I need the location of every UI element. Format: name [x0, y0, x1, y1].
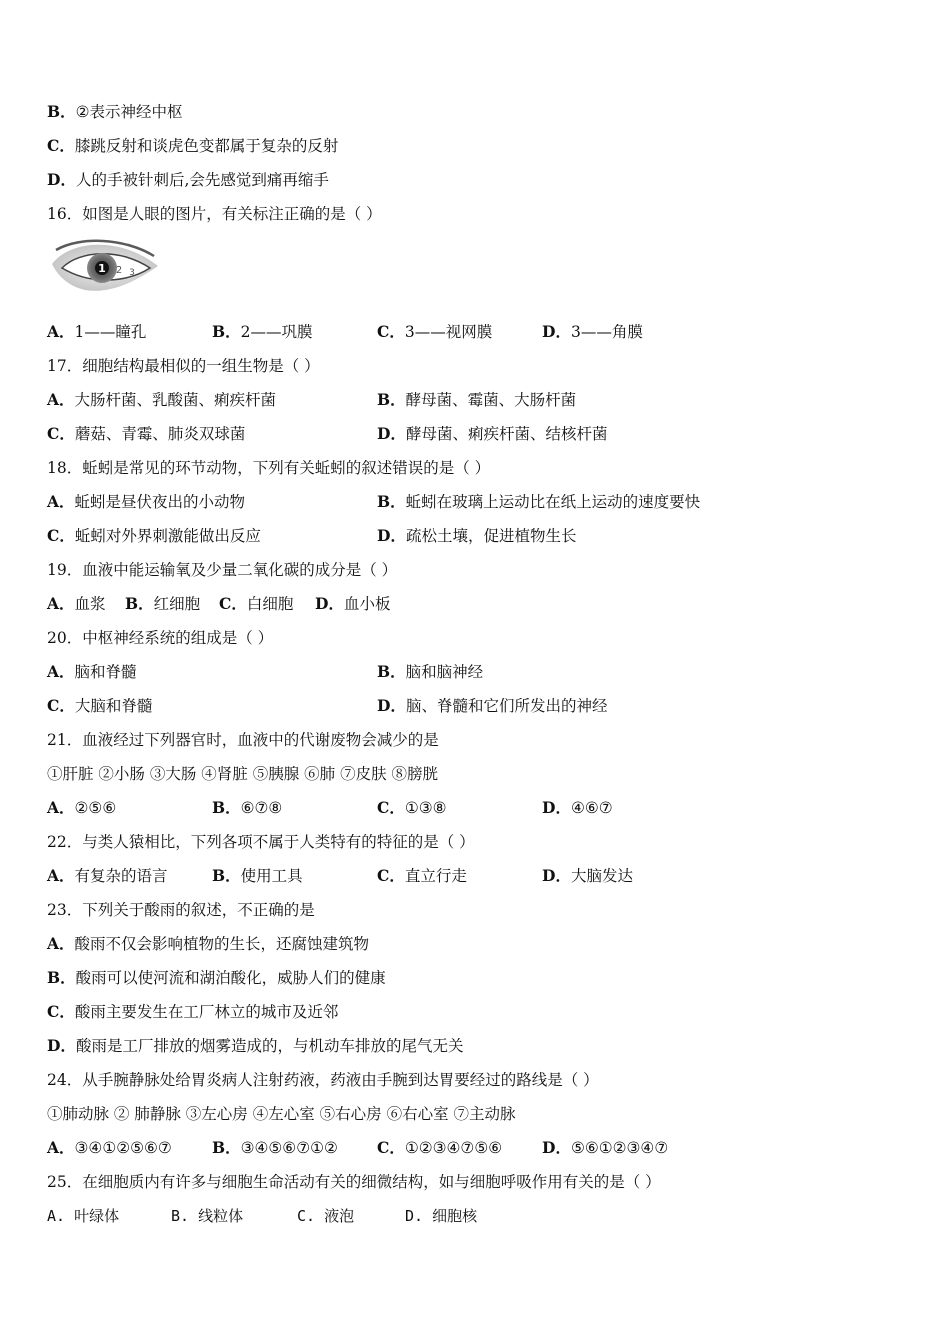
option-text: 人的手被针刺后,会先感觉到痛再缩手 — [75, 171, 329, 189]
option-c: C．大脑和脊髓 — [47, 696, 153, 715]
option-c: C. 液泡 — [297, 1207, 355, 1225]
q18-options-row2 — [47, 524, 907, 548]
q20-options-row2 — [47, 694, 907, 718]
q22-stem: 22．与类人猿相比，下列各项不属于人类特有的特征的是（ ） — [47, 833, 475, 851]
q21-options — [47, 796, 907, 820]
q25-options — [47, 1204, 907, 1228]
q15-option-b — [47, 100, 183, 124]
option-c: C．白细胞 — [219, 594, 294, 613]
option-c: C．蚯蚓对外界刺激能做出反应 — [47, 526, 261, 545]
option-b: B．脑和脑神经 — [377, 662, 484, 681]
option-d: D. 细胞核 — [405, 1207, 478, 1225]
q20-options-row1 — [47, 660, 907, 684]
option-d: D．④⑥⑦ — [542, 798, 613, 817]
q19-options — [47, 592, 907, 616]
option-c: C．3——视网膜 — [377, 322, 493, 341]
option-a: A．1——瞳孔 — [47, 322, 147, 341]
option-d: D．血小板 — [315, 594, 391, 613]
option-d: D．酵母菌、痢疾杆菌、结核杆菌 — [377, 424, 608, 443]
option-label: C． — [47, 136, 75, 155]
option-a: A. 叶绿体 — [47, 1207, 120, 1225]
q18-stem: 18．蚯蚓是常见的环节动物，下列有关蚯蚓的叙述错误的是（ ） — [47, 459, 491, 477]
option-b: B．③④⑤⑥⑦①② — [212, 1138, 338, 1157]
option-b: B．蚯蚓在玻璃上运动比在纸上运动的速度要快 — [377, 492, 701, 511]
option-label: B． — [47, 102, 76, 121]
option-a: A．蚯蚓是昼伏夜出的小动物 — [47, 492, 246, 511]
q25-stem: 25．在细胞质内有许多与细胞生命活动有关的细微结构，如与细胞呼吸作用有关的是（ ） — [47, 1173, 661, 1191]
q19-stem: 19．血液中能运输氧及少量二氧化碳的成分是（ ） — [47, 561, 398, 579]
option-d: D．大脑发达 — [542, 866, 633, 885]
q23-stem: 23．下列关于酸雨的叙述，不正确的是 — [47, 901, 315, 919]
option-a: A．血浆 — [47, 594, 106, 613]
option-c: C．①③⑧ — [377, 798, 447, 817]
option-c: C．蘑菇、青霉、肺炎双球菌 — [47, 424, 246, 443]
option-d: D．⑤⑥①②③④⑦ — [542, 1138, 669, 1157]
option-text: 膝跳反射和谈虎色变都属于复杂的反射 — [74, 137, 339, 155]
option-c: C．①②③④⑦⑤⑥ — [377, 1138, 503, 1157]
q23-option-a: A．酸雨不仅会影响植物的生长，还腐蚀建筑物 — [47, 934, 370, 953]
option-a: A．大肠杆菌、乳酸菌、痢疾杆菌 — [47, 390, 277, 409]
eye-label-1: 1 — [98, 262, 106, 275]
eye-label-2: 2 — [115, 265, 123, 276]
q17-options-row2 — [47, 422, 907, 446]
eye-figure — [50, 238, 160, 302]
option-b: B．红细胞 — [125, 594, 201, 613]
q16-stem: 16．如图是人眼的图片，有关标注正确的是（ ） — [47, 205, 382, 223]
option-d: D．脑、脊髓和它们所发出的神经 — [377, 696, 608, 715]
option-a: A．②⑤⑥ — [47, 798, 117, 817]
q21-list: ①肝脏 ②小肠 ③大肠 ④肾脏 ⑤胰腺 ⑥肺 ⑦皮肤 ⑧膀胱 — [47, 765, 438, 783]
option-label: D． — [47, 170, 76, 189]
eye-label-3: 3 — [129, 268, 135, 278]
q17-options-row1 — [47, 388, 907, 412]
q20-stem: 20．中枢神经系统的组成是（ ） — [47, 629, 274, 647]
option-a: A．脑和脊髓 — [47, 662, 137, 681]
q23-option-b: B．酸雨可以使河流和湖泊酸化，威胁人们的健康 — [47, 968, 386, 987]
q15-option-d — [47, 168, 329, 192]
q24-list: ①肺动脉 ② 肺静脉 ③左心房 ④左心室 ⑤右心房 ⑥右心室 ⑦主动脉 — [47, 1105, 516, 1123]
q18-options-row1 — [47, 490, 907, 514]
q17-stem: 17．细胞结构最相似的一组生物是（ ） — [47, 357, 320, 375]
q15-option-c — [47, 134, 338, 158]
q24-options — [47, 1136, 907, 1160]
q23-option-d: D．酸雨是工厂排放的烟雾造成的，与机动车排放的尾气无关 — [47, 1036, 464, 1055]
q22-options — [47, 864, 907, 888]
q16-options — [47, 320, 907, 344]
option-b: B．酵母菌、霉菌、大肠杆菌 — [377, 390, 577, 409]
q24-stem: 24．从手腕静脉处给胃炎病人注射药液，药液由手腕到达胃要经过的路线是（ ） — [47, 1071, 599, 1089]
q23-option-c: C．酸雨主要发生在工厂林立的城市及近邻 — [47, 1002, 339, 1021]
option-a: A．有复杂的语言 — [47, 866, 168, 885]
option-b: B．使用工具 — [212, 866, 303, 885]
option-b: B. 线粒体 — [171, 1207, 244, 1225]
option-b: B．⑥⑦⑧ — [212, 798, 283, 817]
option-text: ②表示神经中枢 — [75, 103, 183, 121]
option-d: D．3——角膜 — [542, 322, 643, 341]
option-c: C．直立行走 — [377, 866, 467, 885]
option-b: B．2——巩膜 — [212, 322, 313, 341]
option-d: D．疏松土壤，促进植物生长 — [377, 526, 577, 545]
q21-stem: 21．血液经过下列器官时，血液中的代谢废物会减少的是 — [47, 731, 439, 749]
option-a: A．③④①②⑤⑥⑦ — [47, 1138, 172, 1157]
